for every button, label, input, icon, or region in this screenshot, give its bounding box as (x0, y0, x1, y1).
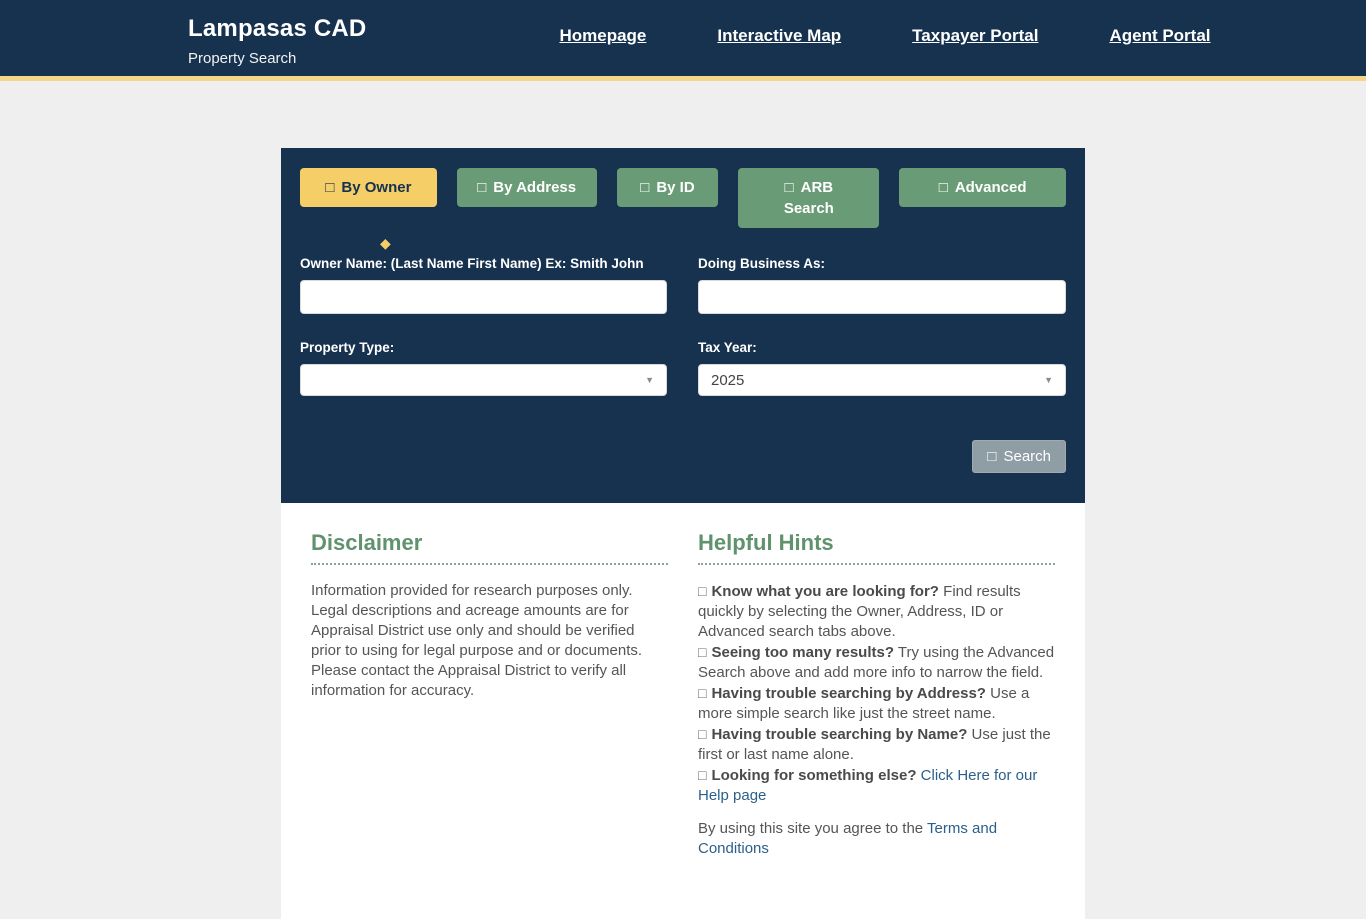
tab-arb-search-label: ARB Search (783, 179, 834, 217)
property-type-label: Property Type: (300, 340, 395, 355)
owner-name-input[interactable] (300, 280, 667, 314)
dba-input[interactable] (698, 280, 1066, 314)
by-owner-icon: □ (325, 179, 335, 196)
search-form (300, 256, 1066, 422)
dba-label: Doing Business As: (698, 256, 826, 271)
tab-by-address-label: By Address (493, 179, 577, 196)
search-tabs (300, 168, 1066, 228)
hint-bullet-icon: □ (698, 583, 707, 599)
dba-field-group (698, 256, 1066, 314)
owner-name-label: Owner Name: (Last Name First Name) Ex: Smith John (300, 256, 644, 271)
tab-by-id[interactable] (617, 168, 719, 207)
hint-bold: Looking for something else? (711, 767, 917, 784)
hint-item (698, 642, 1055, 683)
tab-advanced-label: Advanced (954, 179, 1027, 196)
property-type-select[interactable] (300, 364, 667, 396)
owner-name-field-group (300, 256, 667, 314)
hint-bullet-icon: □ (698, 644, 707, 660)
chevron-down-icon: ▼ (645, 375, 654, 385)
tax-year-select[interactable] (698, 364, 1066, 396)
main-nav (559, 0, 1210, 46)
terms-footer-text: By using this site you agree to the (698, 820, 928, 837)
disclaimer-section (311, 530, 668, 859)
search-button[interactable] (972, 440, 1066, 473)
tab-arb-search[interactable] (738, 168, 879, 228)
hint-text: Use just the first or last name alone. (698, 726, 1051, 763)
top-navigation-bar (0, 0, 1366, 81)
search-icon: □ (987, 448, 997, 465)
hint-bullet-icon: □ (698, 726, 707, 742)
search-button-row (300, 440, 1066, 473)
page-title: Property Search (188, 50, 297, 67)
hint-item (698, 581, 1055, 642)
hint-item (698, 683, 1055, 724)
help-page-link[interactable]: Click Here for our Help page (698, 767, 1038, 804)
active-tab-marker-icon: ◆ (380, 235, 391, 251)
active-tab-marker-row (300, 228, 1066, 256)
tab-advanced[interactable] (899, 168, 1066, 207)
hint-text: Try using the Advanced Search above and add more info to narrow the field. (698, 644, 1055, 681)
tax-year-selected-value: 2025 (711, 371, 745, 389)
hint-bullet-icon: □ (698, 685, 707, 701)
tab-by-address[interactable] (457, 168, 597, 207)
nav-link-homepage[interactable]: Homepage (559, 26, 647, 45)
hint-text: Use a more simple search like just the street name. (698, 685, 1030, 722)
chevron-down-icon: ▼ (1044, 375, 1053, 385)
brand-block (188, 0, 366, 67)
advanced-icon: □ (938, 179, 948, 196)
helpful-hints-heading: Helpful Hints (698, 530, 1055, 565)
hint-bold: Having trouble searching by Name? (711, 726, 968, 743)
tax-year-label: Tax Year: (698, 340, 757, 355)
main-column (281, 148, 1085, 919)
hint-bold: Having trouble searching by Address? (711, 685, 986, 702)
property-type-field-group (300, 340, 667, 396)
disclaimer-text: Information provided for research purposes only. Legal descriptions and acreage amounts are for Appraisal District use only and should be verified prior to using for legal purpose and or documents. Please contact the Appraisal District to verify all information for accuracy. (311, 582, 643, 699)
nav-link-agent-portal[interactable]: Agent Portal (1109, 26, 1211, 45)
nav-link-taxpayer-portal[interactable]: Taxpayer Portal (912, 26, 1039, 45)
tab-by-owner-label: By Owner (341, 179, 412, 196)
helpful-hints-section (698, 530, 1055, 859)
site-title: Lampasas CAD (188, 15, 367, 42)
tab-by-owner[interactable] (300, 168, 437, 207)
by-id-icon: □ (640, 179, 650, 196)
hint-item (698, 724, 1055, 765)
tax-year-field-group (698, 340, 1066, 396)
property-search-panel (281, 148, 1085, 503)
tab-by-id-label: By ID (656, 179, 695, 196)
nav-link-interactive-map[interactable]: Interactive Map (717, 26, 842, 45)
hint-text: Find results quickly by selecting the Owner, Address, ID or Advanced search tabs above. (698, 583, 1021, 640)
hint-item (698, 765, 1055, 806)
hint-bold: Seeing too many results? (711, 644, 895, 661)
terms-and-conditions-link[interactable]: Terms and Conditions (698, 820, 998, 857)
by-address-icon: □ (477, 179, 487, 196)
arb-search-icon: □ (784, 179, 794, 196)
disclaimer-heading: Disclaimer (311, 530, 668, 565)
search-button-label: Search (1003, 448, 1051, 465)
hint-bold: Know what you are looking for? (711, 583, 939, 600)
info-card (281, 503, 1085, 919)
hint-bullet-icon: □ (698, 767, 707, 783)
terms-footer (698, 819, 1055, 859)
